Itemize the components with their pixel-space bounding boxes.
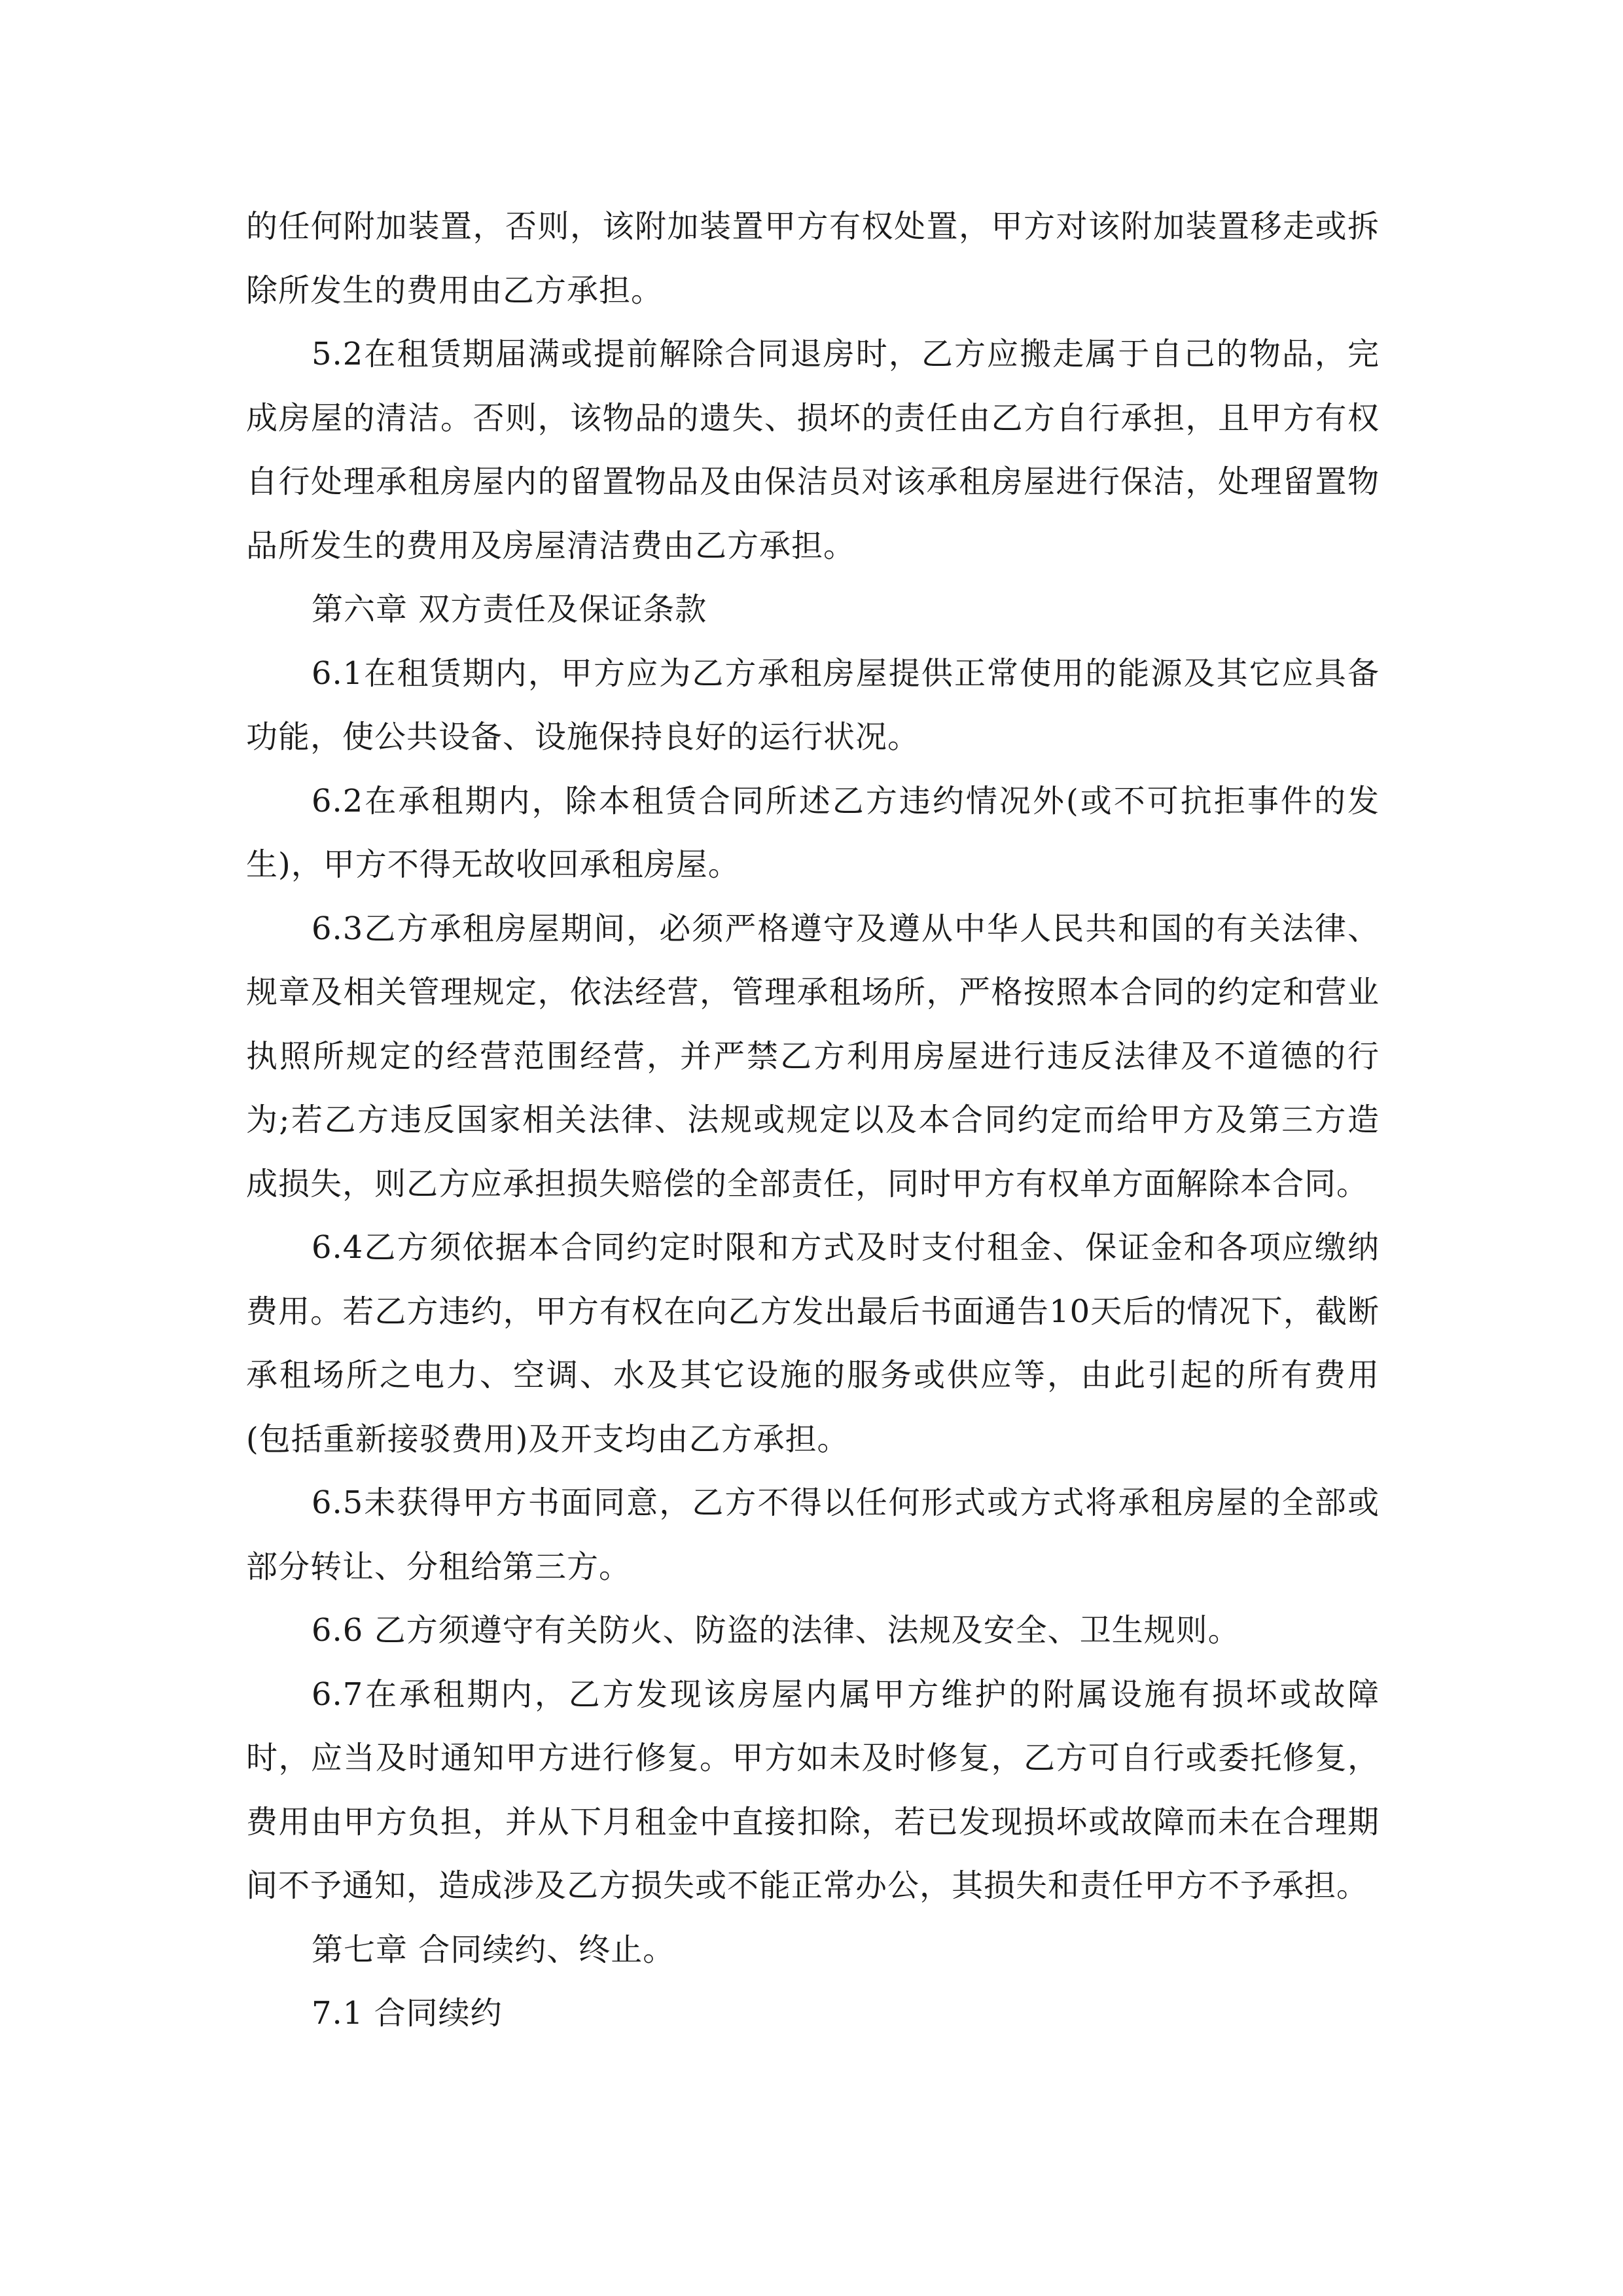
- paragraph-clause-7-1: 7.1 合同续约: [312, 1995, 503, 2032]
- paragraph-clause-6-7: 6.7在承租期内，乙方发现该房屋内属甲方维护的附属设施有损坏或故障时，应当及时通知甲方进行修复。甲方如未及时修复，乙方可自行或委托修复，费用由甲方负担，并从下月租金中直接扣除，若已发现损坏或故障而未在合理期间不予通知，造成涉及乙方损失或不能正常办公，其损失和责任甲方不予承担。: [246, 1676, 1380, 1904]
- paragraph-clause-6-6: 6.6 乙方须遵守有关防火、防盗的法律、法规及安全、卫生规则。: [312, 1612, 1240, 1649]
- paragraph-clause-6-2: 6.2在承租期内，除本租赁合同所述乙方违约情况外(或不可抗拒事件的发生)，甲方不得无故收回承租房屋。: [246, 782, 1380, 883]
- document-body: [246, 195, 1380, 2046]
- paragraph-clause-6-4: 6.4乙方须依据本合同约定时限和方式及时支付租金、保证金和各项应缴纳费用。若乙方违约，甲方有权在向乙方发出最后书面通告10天后的情况下，截断承租场所之电力、空调、水及其它设施的服务或供应等，由此引起的所有费用(包括重新接驳费用)及开支均由乙方承担。: [246, 1229, 1380, 1458]
- paragraph-clause-6-3: 6.3乙方承租房屋期间，必须严格遵守及遵从中华人民共和国的有关法律、规章及相关管理规定，依法经营，管理承租场所，严格按照本合同的约定和营业执照所规定的经营范围经营，并严禁乙方利用房屋进行违反法律及不道德的行为;若乙方违反国家相关法律、法规或规定以及本合同约定而给甲方及第三方造成损失，则乙方应承担损失赔偿的全部责任，同时甲方有权单方面解除本合同。: [246, 910, 1380, 1202]
- paragraph-clause-5-2: 5.2在租赁期届满或提前解除合同退房时，乙方应搬走属于自己的物品，完成房屋的清洁。否则，该物品的遗失、损坏的责任由乙方自行承担，且甲方有权自行处理承租房屋内的留置物品及由保洁员对该承租房屋进行保洁，处理留置物品所发生的费用及房屋清洁费由乙方承担。: [246, 336, 1380, 564]
- paragraph-clause-6-1: 6.1在租赁期内，甲方应为乙方承租房屋提供正常使用的能源及其它应具备功能，使公共设备、设施保持良好的运行状况。: [246, 655, 1380, 755]
- paragraph-continuation: 的任何附加装置，否则，该附加装置甲方有权处置，甲方对该附加装置移走或拆除所发生的费用由乙方承担。: [246, 208, 1380, 309]
- chapter-heading-6: 第六章 双方责任及保证条款: [312, 591, 707, 628]
- chapter-heading-7: 第七章 合同续约、终止。: [312, 1931, 675, 1968]
- paragraph-clause-6-5: 6.5未获得甲方书面同意，乙方不得以任何形式或方式将承租房屋的全部或部分转让、分租给第三方。: [246, 1484, 1380, 1585]
